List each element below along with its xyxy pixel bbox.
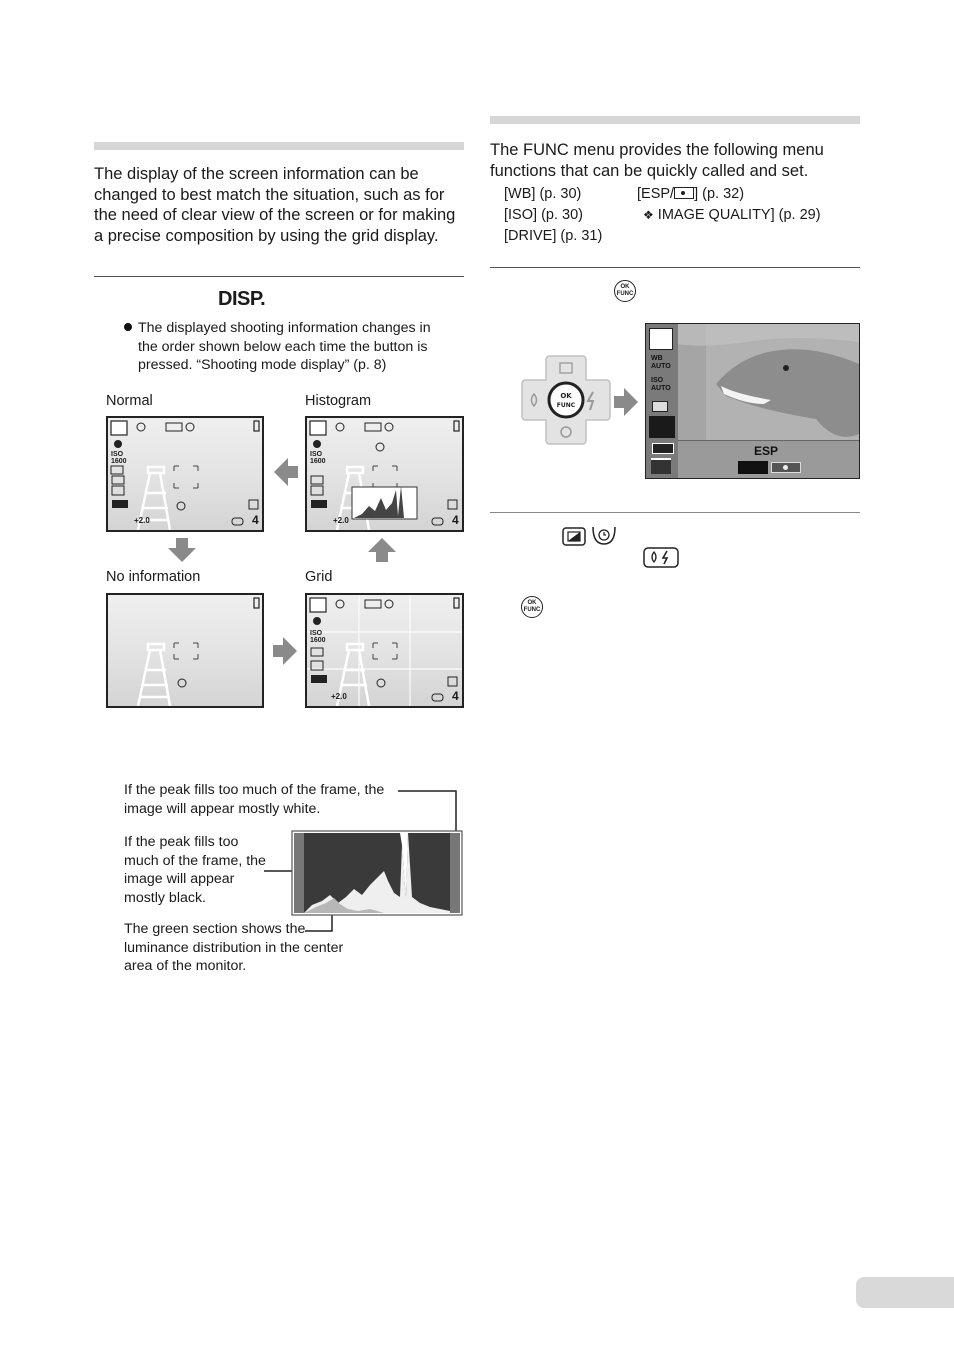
histogram-diagram xyxy=(260,785,470,935)
bullet-icon xyxy=(124,323,132,331)
metering-item-selected xyxy=(649,416,675,438)
histogram-note-white: If the peak fills too much of the frame, the image will appear mostly white. xyxy=(124,782,385,817)
normal-screen xyxy=(106,416,264,532)
normal-label: Normal xyxy=(106,393,153,409)
divider xyxy=(94,276,464,277)
func-item-iso: [ISO] (p. 30) xyxy=(504,207,583,223)
histogram-screen-art xyxy=(307,418,462,530)
arrow-pad-icon xyxy=(520,354,612,446)
grid-label: Grid xyxy=(305,569,333,585)
iso-indicator: ISO 1600 xyxy=(310,451,326,465)
esp-suffix: ] (p. 32) xyxy=(694,186,745,202)
esp-title: ESP xyxy=(754,444,779,458)
exposure-compensation-icon xyxy=(562,527,586,546)
func-item-esp xyxy=(637,186,744,202)
histogram-screen xyxy=(305,416,464,532)
func-menu-screen xyxy=(645,323,860,479)
spot-option xyxy=(771,462,801,473)
section-header-bar-left xyxy=(94,142,464,150)
func-item-quality xyxy=(643,207,821,223)
histogram-note-green: The green section shows the luminance distribution in the center area of the monitor. xyxy=(124,921,344,974)
iso-auto-item: ISO AUTO xyxy=(651,377,671,392)
arrow-down-icon xyxy=(168,538,196,562)
divider xyxy=(490,512,860,513)
grid-screen-art xyxy=(307,595,462,706)
iso-indicator: ISO 1600 xyxy=(310,630,326,644)
ok-func-button-icon: OK FUNC xyxy=(521,596,543,618)
macro-flash-icon xyxy=(643,547,679,568)
page-number-tab xyxy=(856,1277,954,1308)
arrow-right-icon xyxy=(614,388,638,416)
func-intro-text: The FUNC menu provides the following menu functions that can be quickly called and set. xyxy=(490,141,824,180)
exposure-value: +2.0 xyxy=(333,516,349,525)
arrow-left-icon xyxy=(274,458,298,486)
quality-item xyxy=(651,458,671,474)
histogram-label: Histogram xyxy=(305,393,372,409)
quality-label: IMAGE QUALITY] (p. 29) xyxy=(657,207,821,223)
iso-indicator: ISO 1600 xyxy=(111,451,127,465)
arrow-right-icon xyxy=(273,637,297,665)
ok-func-button-icon: OK FUNC xyxy=(614,280,636,302)
no-info-label: No information xyxy=(106,569,201,585)
disp-bullet-text: The displayed shooting information changes in the order shown below each time the button is pressed. “Shooting mode display” (p. 8) xyxy=(138,320,431,373)
normal-screen-art xyxy=(108,418,262,530)
shot-count: 4 xyxy=(252,513,259,527)
shot-count: 4 xyxy=(452,513,459,527)
func-item-drive: [DRIVE] (p. 31) xyxy=(504,228,603,244)
section-header-bar-right xyxy=(490,116,860,124)
wb-auto-item: WB AUTO xyxy=(651,355,671,370)
grid-screen xyxy=(305,593,464,708)
esp-option-selected xyxy=(738,461,768,474)
svg-text:OK: OK xyxy=(560,392,572,400)
shot-count: 4 xyxy=(452,689,459,703)
spot-metering-icon xyxy=(674,187,694,199)
display-intro-text: The display of the screen information can be changed to best match the situation, such as for the need of clear view of the screen or for making a precise composition by using the grid display. xyxy=(94,165,456,245)
disp-button-label: DISP. xyxy=(218,288,266,310)
drive-item xyxy=(652,401,668,412)
histogram-note-black: If the peak fills too much of the frame, the image will appear mostly black. xyxy=(124,834,266,906)
no-info-screen-art xyxy=(108,595,262,706)
no-information-screen xyxy=(106,593,264,708)
exposure-value: +2.0 xyxy=(134,516,150,525)
exposure-value: +2.0 xyxy=(331,692,347,701)
arrow-up-icon xyxy=(368,538,396,562)
esp-prefix: [ESP/ xyxy=(637,186,675,202)
divider xyxy=(490,267,860,268)
image-size-item xyxy=(652,443,674,454)
mode-icon xyxy=(649,328,673,350)
self-timer-icon xyxy=(591,525,617,546)
image-quality-icon: ❖ xyxy=(643,208,654,222)
svg-text:FUNC: FUNC xyxy=(556,402,576,409)
func-item-wb: [WB] (p. 30) xyxy=(504,186,582,202)
